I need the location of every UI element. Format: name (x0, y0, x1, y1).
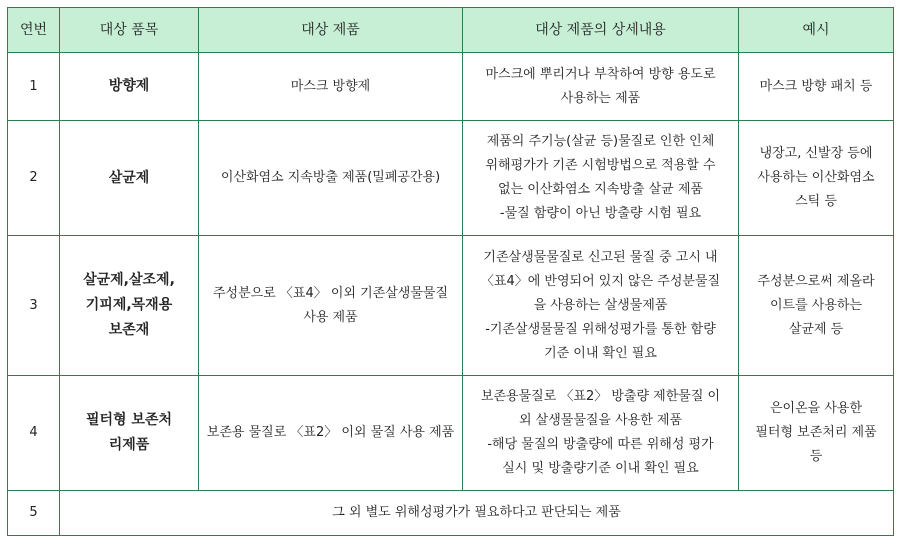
text-line: 보존용물질로 〈표2〉 방출량 제한물질 이 (480, 389, 721, 404)
text-line: 등 (809, 449, 823, 464)
example (739, 53, 894, 121)
header-row (8, 8, 894, 53)
text-line: 보존재 (108, 322, 150, 338)
text-line: -물질 함량이 아닌 방출량 시험 필요 (499, 206, 702, 221)
row-number: 5 (8, 491, 60, 536)
row-number: 1 (8, 53, 60, 121)
text-line: 필터형 보존처리 제품 (755, 425, 877, 440)
header-no: 연번 (8, 8, 60, 53)
text-line: 은이온을 사용한 (769, 401, 863, 416)
product-name: 마스크 방향제 (199, 53, 463, 121)
product-detail (463, 236, 739, 376)
row-number: 3 (8, 236, 60, 376)
text-line: 없는 이산화염소 지속방출 살균 제품 (498, 182, 703, 197)
text-line: 냉장고, 신발장 등에 (759, 146, 873, 161)
example (739, 121, 894, 236)
text-line: 살균제,살조제, (83, 272, 175, 288)
header-item: 대상 품목 (60, 8, 199, 53)
table-row (8, 376, 894, 491)
product-name (199, 376, 463, 491)
text-line: 이트를 사용하는 (769, 297, 863, 313)
text-line: 〈표4〉에 반영되어 있지 않은 주성분물질 (480, 273, 721, 289)
text-line: 기준 이내 확인 필요 (544, 345, 657, 361)
table-row (8, 491, 894, 536)
item-name (60, 236, 199, 376)
text-line: 스틱 등 (795, 194, 837, 209)
example (739, 236, 894, 376)
text-line: 사용하는 이산화염소 (757, 170, 875, 185)
text-line: 보존용 물질로 〈표2〉 이외 물질 사용 제품 (206, 425, 455, 440)
header-detail: 대상 제품의 상세내용 (463, 8, 739, 53)
text-line: 제품의 주기능(살균 등)물질로 인한 인체 (486, 134, 715, 149)
text-line: 필터형 보존처 (85, 412, 173, 428)
product-detail (463, 121, 739, 236)
table-row (8, 121, 894, 236)
text-line: 기피제,목재용 (85, 297, 173, 313)
item-name: 살균제 (60, 121, 199, 236)
item-name: 방향제 (60, 53, 199, 121)
text-line: 주성분으로 〈표4〉 이외 기존살생물물질 (212, 285, 449, 301)
text-line: 을 사용하는 살생물제품 (533, 297, 668, 313)
text-line: 마스크 방향 패치 등 (759, 78, 873, 94)
header-product: 대상 제품 (199, 8, 463, 53)
product-detail (463, 53, 739, 121)
text-line: 외 살생물물질을 사용한 제품 (518, 413, 683, 428)
text-line: 살균제 등 (788, 321, 844, 337)
text-line: 사용 제품 (303, 309, 358, 325)
product-name (199, 236, 463, 376)
row-number: 4 (8, 376, 60, 491)
text-line: -기존살생물물질 위해성평가를 통한 함량 (485, 321, 716, 337)
item-name (60, 376, 199, 491)
product-name: 이산화염소 지속방출 제품(밀폐공간용) (199, 121, 463, 236)
other-products-note: 그 외 별도 위해성평가가 필요하다고 판단되는 제품 (60, 491, 894, 536)
text-line: 마스크에 뿌리거나 부착하여 방향 용도로 (485, 66, 716, 82)
row-number: 2 (8, 121, 60, 236)
text-line: 실시 및 방출량기준 이내 확인 필요 (502, 461, 699, 476)
text-line: 위해평가가 기존 시험방법으로 적용할 수 (485, 158, 716, 173)
example (739, 376, 894, 491)
text-line: 기존살생물물질로 신고된 물질 중 고시 내 (483, 249, 718, 265)
text-line: 사용하는 제품 (560, 90, 641, 106)
text-line: -해당 물질의 방출량에 따른 위해성 평가 (487, 437, 714, 452)
text-line: 주성분으로써 제올라 (757, 273, 875, 289)
table-row (8, 236, 894, 376)
header-example: 예시 (739, 8, 894, 53)
product-detail (463, 376, 739, 491)
table-row (8, 53, 894, 121)
text-line: 리제품 (108, 437, 150, 453)
target-products-table (7, 7, 894, 536)
